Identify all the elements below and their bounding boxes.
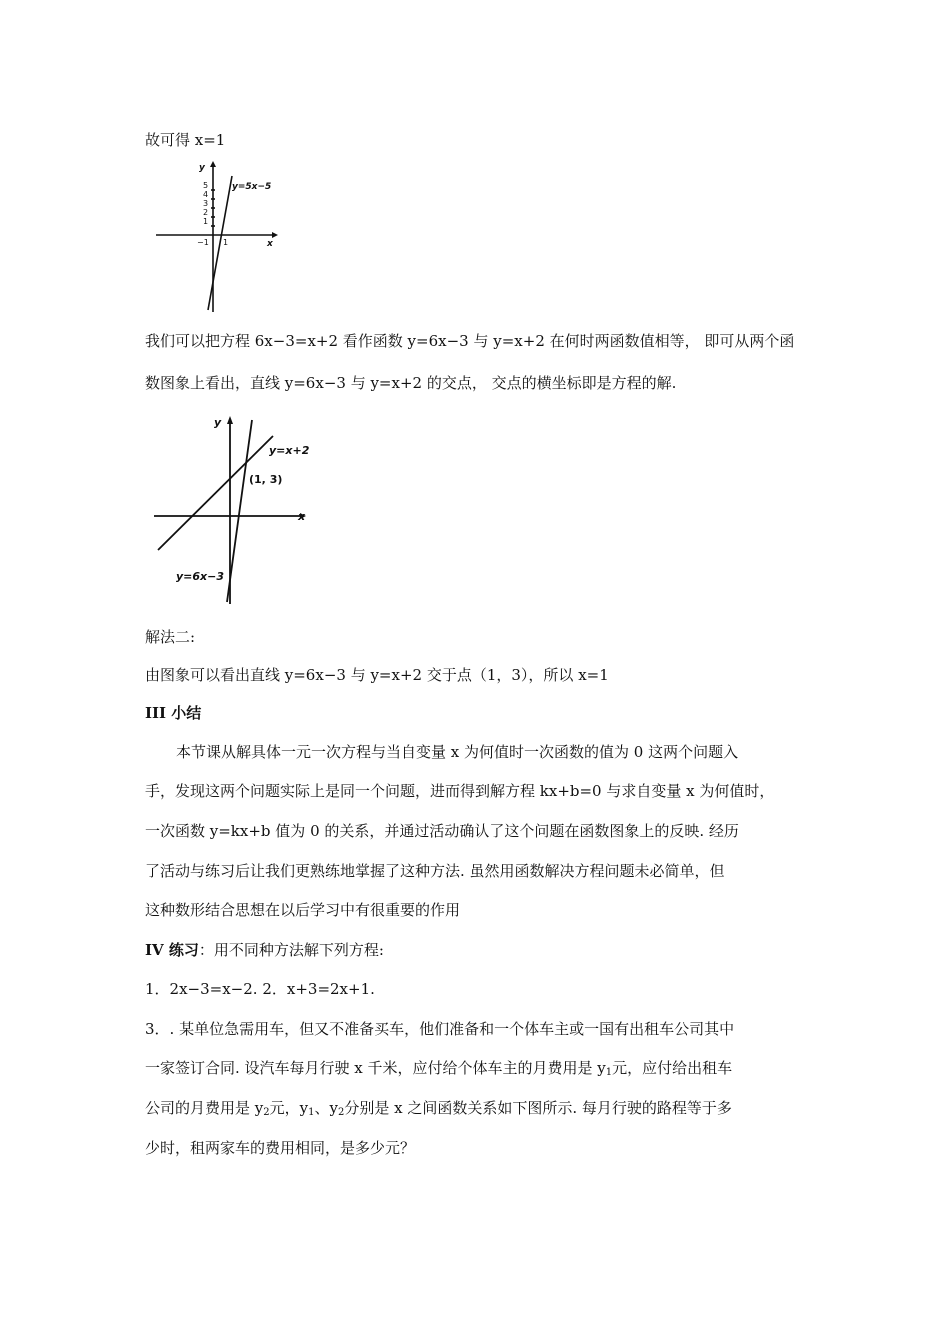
text-line: 少时，租两家车的费用相同，是多少元？ — [145, 1139, 416, 1157]
text-run: 元，y — [269, 1099, 309, 1117]
text-line: 1．2x−3=x−2. 2．x+3=2x+1. — [145, 980, 375, 998]
text-line: 本节课从解具体一元一次方程与当自变量 x 为何值时一次函数的值为 0 这两个问题入 — [176, 743, 739, 761]
text-run: 、y — [314, 1099, 338, 1117]
y-tick-label: 5 — [203, 181, 209, 190]
text-run: 分别是 x 之间函数关系如下图所示. 每月行驶的路程等于多 — [344, 1099, 732, 1117]
line-label: y=5x−5 — [232, 182, 272, 192]
y-tick-label: 3 — [203, 199, 209, 208]
text-line: 解法二: — [145, 628, 196, 646]
text-line: 一次函数 y=kx+b 值为 0 的关系，并通过活动确认了这个问题在函数图象上的反映. 经历 — [145, 822, 739, 840]
subscript: 1 — [605, 1067, 613, 1078]
text-line: 手，发现这两个问题实际上是同一个问题，进而得到解方程 kx+b=0 与求自变量 x 为何值时， — [145, 782, 775, 800]
y-tick-label: 1 — [203, 217, 209, 226]
text-line: 故可得 x=1 — [145, 131, 226, 149]
text-run: 元，应付给出租车 — [612, 1059, 733, 1077]
subscript: 2 — [263, 1107, 270, 1118]
y-axis-label: y — [199, 163, 205, 173]
section-heading: III 小结 — [145, 704, 202, 722]
text-line — [145, 1098, 732, 1123]
heading-label: IV 练习 — [145, 941, 199, 959]
text-line — [145, 1058, 732, 1083]
x-axis-label: x — [298, 510, 306, 523]
graph-two-lines — [150, 410, 315, 610]
y-tick-label: 2 — [203, 208, 209, 217]
heading-text: ：用不同种方法解下列方程: — [198, 941, 384, 959]
graph-y-5x-5 — [150, 158, 290, 316]
y-tick-label: 4 — [203, 190, 209, 199]
text-line: 数图象上看出，直线 y=6x−3 与 y=x+2 的交点， 交点的横坐标即是方程的解. — [145, 374, 677, 392]
text-line: 3．. 某单位急需用车，但又不准备买车，他们准备和一个体车主或一国有出租车公司其中 — [145, 1020, 735, 1038]
text-run: 一家签订合同. 设汽车每月行驶 x 千米，应付给个体车主的月费用是 y — [145, 1059, 606, 1077]
x-axis-label: x — [267, 239, 273, 249]
line2-label: y=6x−3 — [176, 570, 225, 583]
text-line: 这种数形结合思想在以后学习中有很重要的作用 — [145, 901, 461, 919]
text-line: 我们可以把方程 6x−3=x+2 看作函数 y=6x−3 与 y=x+2 在何时两函数值相等， 即可从两个函 — [145, 332, 795, 350]
text-line: 了活动与练习后让我们更熟练地掌握了这种方法. 虽然用函数解决方程问题未必简单，但 — [145, 862, 725, 880]
line-x+2 — [158, 436, 273, 550]
line1-label: y=x+2 — [269, 444, 310, 457]
intersection-label: (1, 3) — [249, 473, 283, 486]
subscript: 1 — [308, 1107, 315, 1118]
text-line: 由图象可以看出直线 y=6x−3 与 y=x+2 交于点（1，3），所以 x=1 — [145, 666, 609, 684]
subscript: 2 — [337, 1107, 345, 1118]
x-tick-label: −1 — [197, 238, 209, 247]
x-tick-label: 1 — [223, 238, 229, 247]
section-heading — [145, 940, 384, 960]
y-axis-label: y — [214, 416, 222, 429]
text-run: 公司的月费用是 y — [145, 1099, 264, 1117]
line-5x-5 — [208, 176, 232, 310]
